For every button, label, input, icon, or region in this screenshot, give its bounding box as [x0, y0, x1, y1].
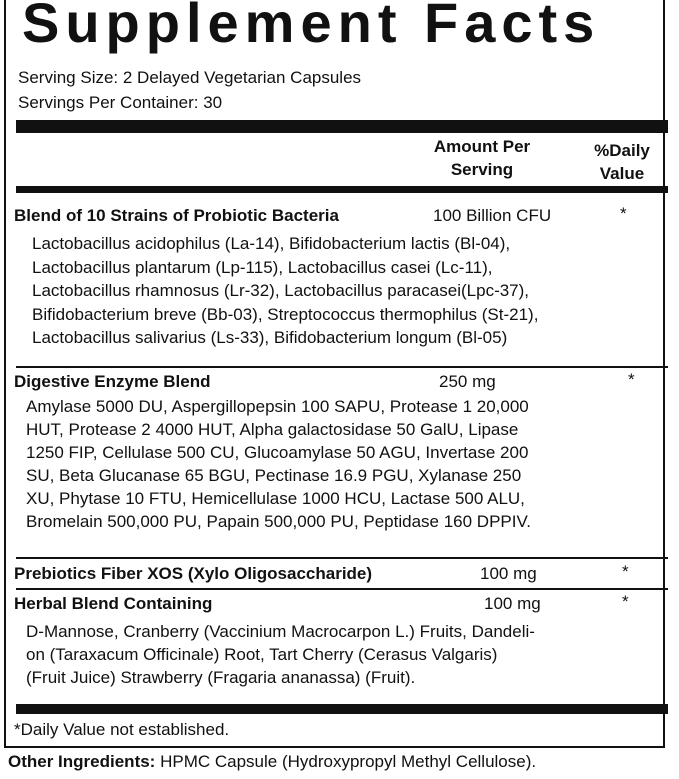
herbal-blend-dv: *: [622, 592, 629, 611]
probiotic-strains-list: [32, 232, 538, 350]
serving-size: Serving Size: 2 Delayed Vegetarian Capsules: [18, 68, 362, 87]
list-line: D-Mannose, Cranberry (Vaccinium Macrocarpon L.) Fruits, Dandeli-: [26, 622, 535, 641]
probiotic-blend-name: Blend of 10 Strains of Probiotic Bacteria: [14, 206, 339, 225]
prebiotic-fiber-amount: 100 mg: [480, 564, 537, 583]
herbal-list: [26, 620, 535, 689]
dv-header-line1: %Daily: [594, 141, 650, 160]
list-line: Lactobacillus rhamnosus (Lr-32), Lactobacillus paracasei(Lpc-37),: [32, 281, 530, 300]
list-line: SU, Beta Glucanase 65 BGU, Pectinase 16.9 PGU, Xylanase 250: [26, 466, 522, 485]
list-line: HUT, Protease 2 4000 HUT, Alpha galactosidase 50 GalU, Lipase: [26, 420, 519, 439]
list-line: Lactobacillus salivarius (Ls-33), Bifidobacterium longum (Bl-05): [32, 328, 508, 347]
list-line: (Fruit Juice) Strawberry (Fragaria ananassa) (Fruit).: [26, 668, 416, 687]
section-divider: [16, 366, 668, 368]
list-line: on (Taraxacum Officinale) Root, Tart Cherry (Cerasus Valgaris): [26, 645, 498, 664]
thick-divider: [16, 120, 668, 133]
other-ingredients-value: HPMC Capsule (Hydroxypropyl Methyl Cellulose).: [160, 752, 537, 771]
list-line: XU, Phytase 10 FTU, Hemicellulase 1000 HCU, Lactase 500 ALU,: [26, 489, 525, 508]
list-line: Bromelain 500,000 PU, Papain 500,000 PU, Peptidase 160 DPPIV.: [26, 512, 531, 531]
section-divider: [16, 557, 668, 559]
dv-header-line2: Value: [599, 163, 645, 183]
probiotic-blend-dv: *: [620, 204, 627, 223]
servings-per-container: Servings Per Container: 30: [18, 93, 223, 112]
herbal-blend-name: Herbal Blend Containing: [14, 594, 213, 613]
enzyme-blend-amount: 250 mg: [439, 372, 496, 391]
daily-value-footnote: *Daily Value not established.: [14, 720, 230, 739]
amount-per-serving-header: [412, 136, 552, 182]
other-ingredients-label: Other Ingredients:: [8, 752, 156, 771]
section-divider: [16, 588, 668, 590]
amount-header-line2: Serving: [450, 159, 514, 179]
other-ingredients: [8, 752, 536, 772]
list-line: Lactobacillus acidophilus (La-14), Bifidobacterium lactis (Bl-04),: [32, 234, 511, 253]
list-line: Lactobacillus plantarum (Lp-115), Lactobacillus casei (Lc-11),: [32, 257, 493, 277]
enzyme-list: [26, 395, 531, 533]
thick-divider: [16, 704, 668, 714]
header-divider: [16, 186, 668, 193]
prebiotic-fiber-name: Prebiotics Fiber XOS (Xylo Oligosaccharide): [14, 564, 373, 583]
probiotic-blend-amount: 100 Billion CFU: [433, 206, 552, 225]
amount-header-line1: Amount Per: [433, 137, 531, 156]
enzyme-blend-name: Digestive Enzyme Blend: [14, 372, 211, 391]
daily-value-header: [584, 140, 660, 186]
herbal-blend-amount: 100 mg: [484, 594, 541, 613]
facts-panel: [4, 0, 665, 748]
label-title: Supplement Facts: [22, 0, 601, 54]
list-line: 1250 FIP, Cellulase 500 CU, Glucoamylase 50 AGU, Invertase 200: [26, 443, 529, 462]
enzyme-blend-dv: *: [628, 370, 635, 389]
list-line: Amylase 5000 DU, Aspergillopepsin 100 SAPU, Protease 1 20,000: [26, 397, 529, 416]
prebiotic-fiber-dv: *: [622, 562, 629, 581]
list-line: Bifidobacterium breve (Bb-03), Streptococcus thermophilus (St-21),: [32, 304, 539, 324]
